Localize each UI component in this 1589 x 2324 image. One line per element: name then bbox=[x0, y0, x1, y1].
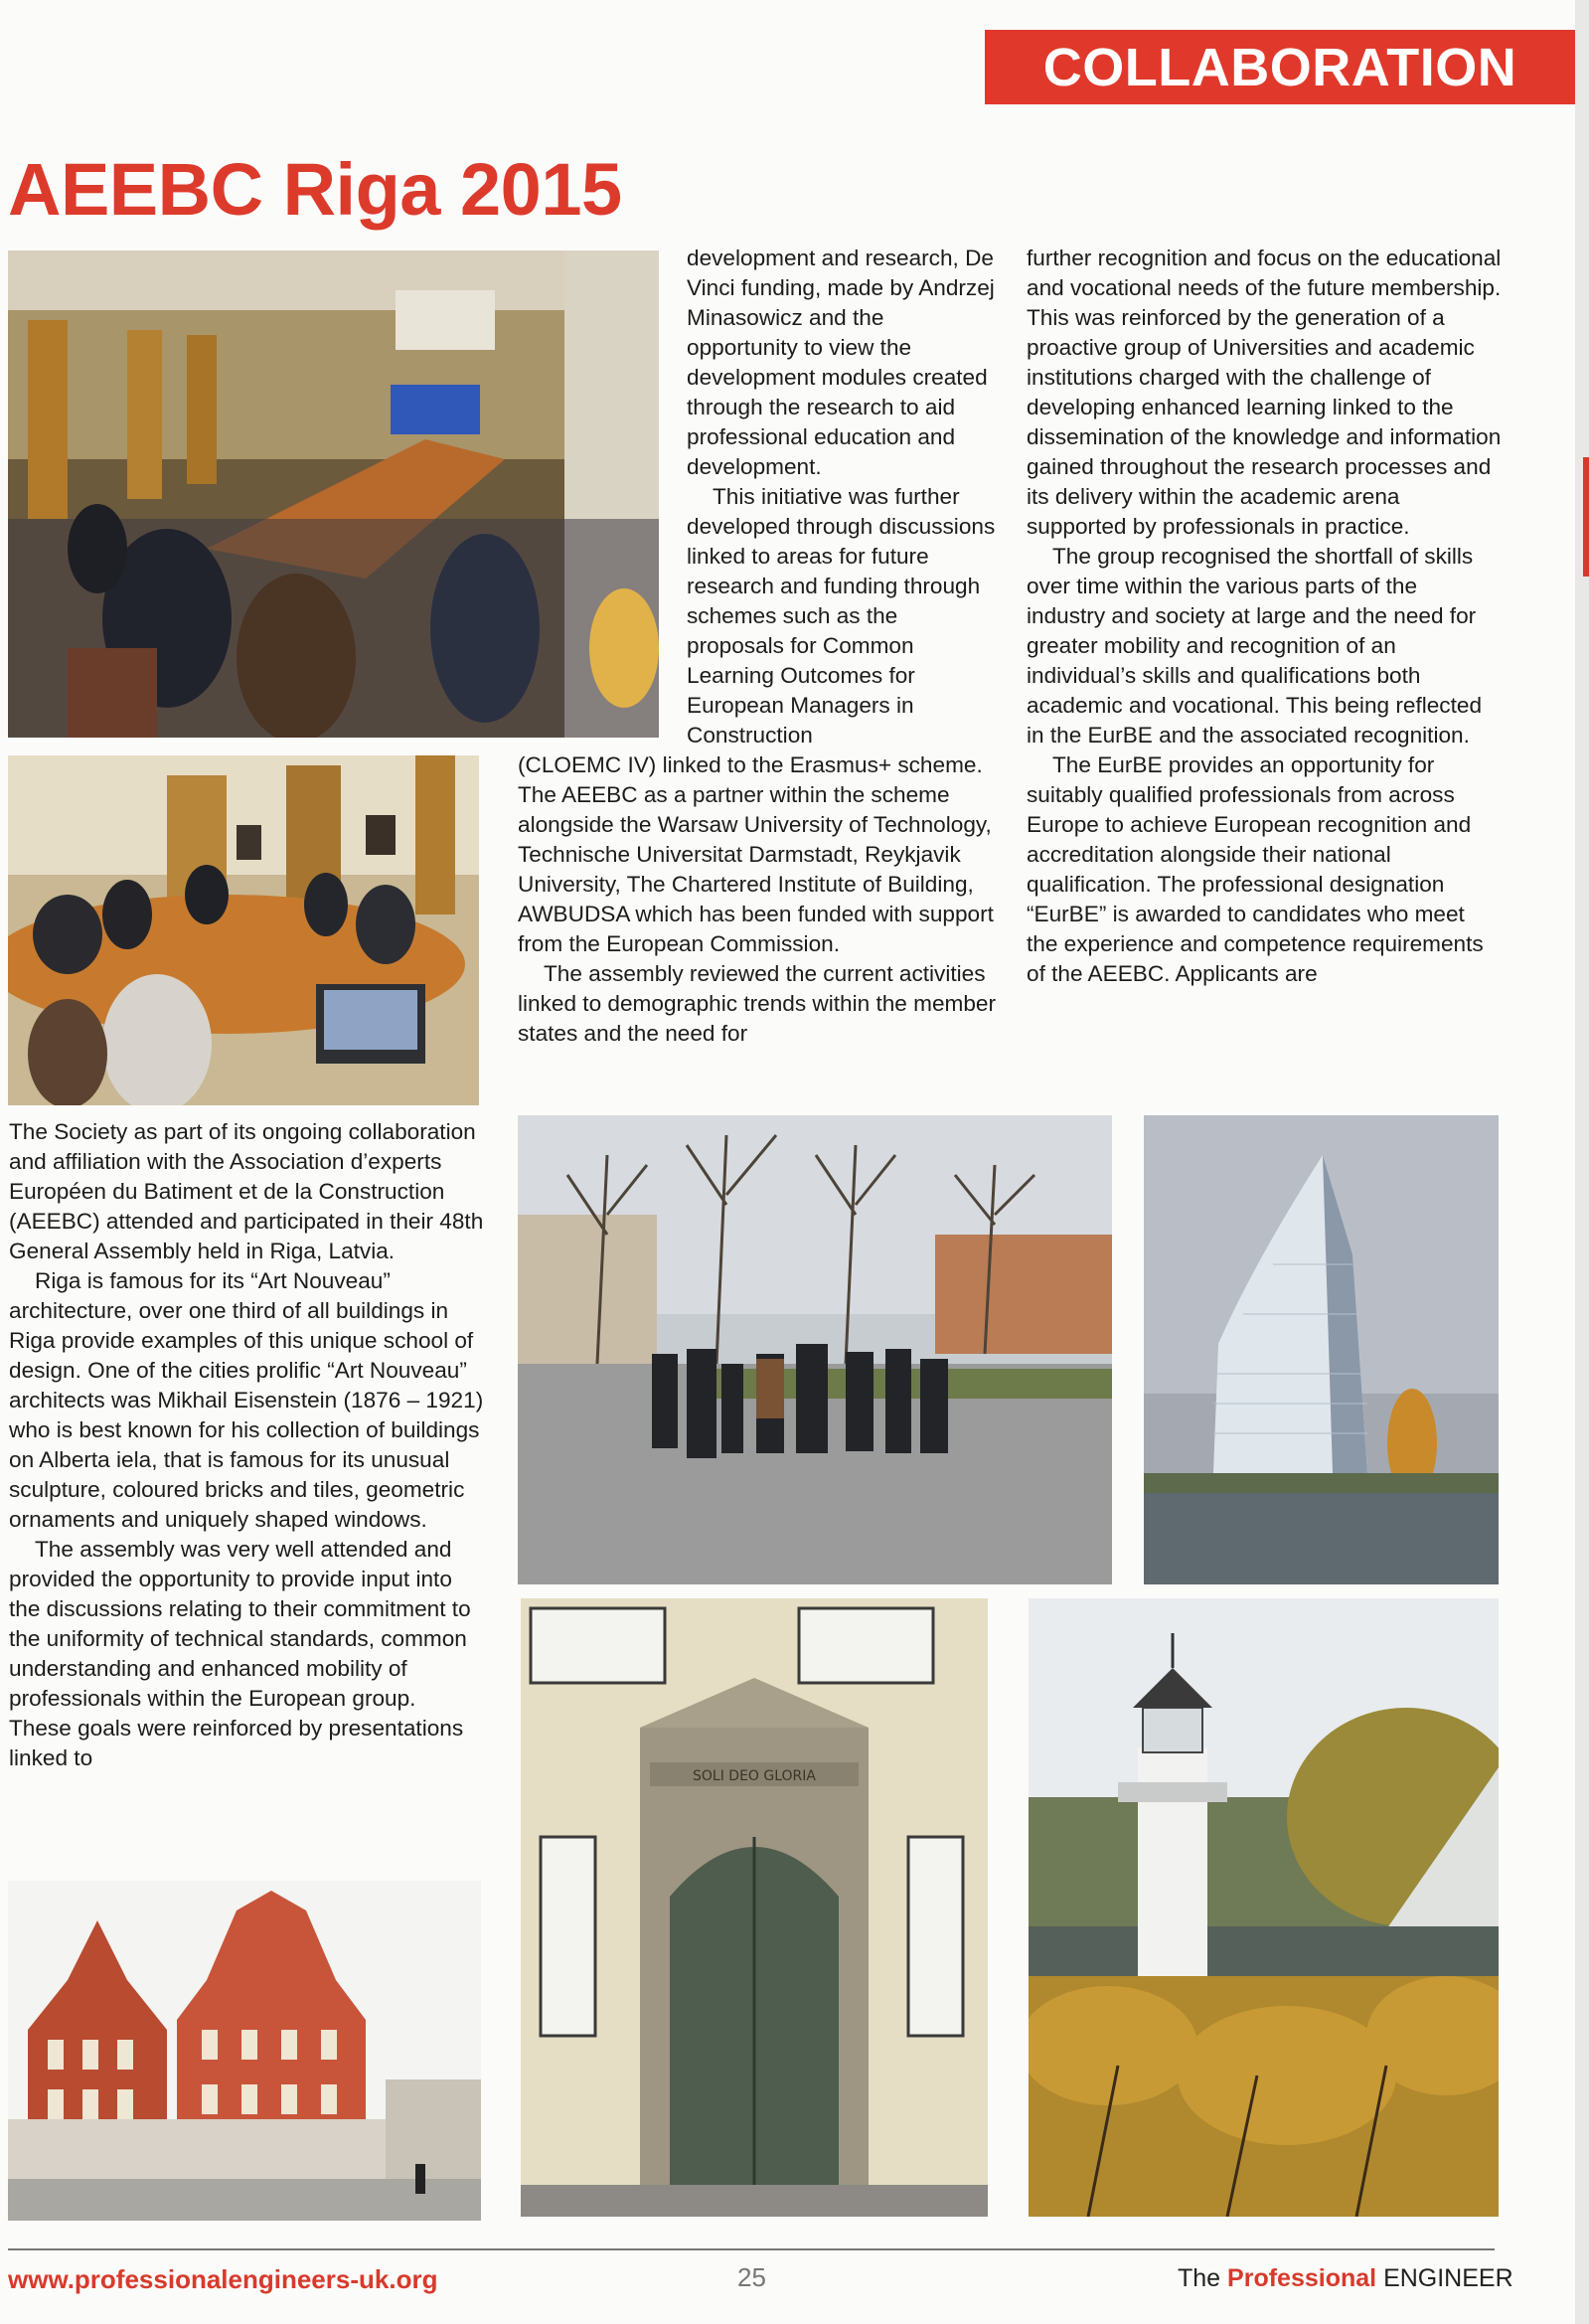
column-middle-narrow bbox=[687, 244, 997, 750]
paragraph: The EurBE provides an opportunity for suitably qualified professionals from across Europe to achieve European recognition and accreditation alongside their national qualification. The professional designation “EurBE” is awarded to candidates who meet the experience and competence requirements of the AEEBC. Applicants are bbox=[1027, 752, 1484, 986]
publication-name bbox=[1178, 2264, 1513, 2293]
footer-website-link[interactable]: www.professionalengineers-uk.org bbox=[8, 2264, 438, 2294]
paragraph: This initiative was further developed through discussions linked to areas for future research and funding through schemes such as the proposals for Common Learning Outcomes for European Managers in Construction bbox=[687, 484, 996, 747]
photo-conference-hall bbox=[8, 250, 659, 738]
publication-name-engineer: ENGINEER bbox=[1383, 2264, 1513, 2292]
page-edge-marker bbox=[1583, 457, 1589, 577]
column-middle-wide bbox=[518, 750, 997, 1049]
page-number: 25 bbox=[737, 2262, 766, 2292]
column-right bbox=[1027, 244, 1502, 989]
photo-house-of-blackheads bbox=[8, 1881, 481, 2221]
paragraph: development and research, De Vinci funding, made by Andrzej Minasowicz and the opportunity to view the development modules created through the research to aid professional education and development. bbox=[687, 246, 995, 479]
paragraph: The assembly was very well attended and provided the opportunity to provide input into the discussions relating to their commitment to the uniformity of technical standards, common understanding and enhanced mobility of professionals within the European group. These goals were reinforced by presentations linked to bbox=[9, 1537, 471, 1770]
paragraph: Riga is famous for its “Art Nouveau” architecture, over one third of all buildings in Riga provide examples of this unique school of design. One of the cities prolific “Art Nouveau” architects was Mikhail Eisenstein (1876 – 1921) who is best known for his collection of buildings on Alberta iela, that is famous for its unusual sculpture, coloured bricks and tiles, geometric ornaments and uniquely shaped windows. bbox=[9, 1268, 484, 1532]
doorway-inscription: SOLI DEO GLORIA bbox=[693, 1768, 816, 1784]
publication-name-the: The bbox=[1178, 2264, 1221, 2292]
page-edge bbox=[1575, 0, 1589, 2324]
photo-doorway bbox=[521, 1598, 988, 2217]
footer-divider bbox=[8, 2248, 1495, 2250]
photo-lighthouse bbox=[1029, 1598, 1499, 2217]
photo-meeting-table bbox=[8, 755, 479, 1105]
column-left bbox=[9, 1117, 484, 1773]
photo-group-outdoors bbox=[518, 1115, 1112, 1584]
paragraph: The Society as part of its ongoing collaboration and affiliation with the Association d’experts Européen du Batiment et de la Construction (AEEBC) attended and participated in their 48th General Assembly held in Riga, Latvia. bbox=[9, 1119, 484, 1263]
publication-name-professional: Professional bbox=[1227, 2264, 1377, 2292]
paragraph: (CLOEMC IV) linked to the Erasmus+ scheme. The AEEBC as a partner within the scheme alongside the Warsaw University of Technology, Technische Universitat Darmstadt, Reykjavik University, The Chartered Institute of Building, AWBUDSA which has been funded with support from the European Commission. bbox=[518, 752, 994, 956]
photo-glass-tower bbox=[1144, 1115, 1499, 1584]
paragraph: further recognition and focus on the educational and vocational needs of the future membership. This was reinforced by the generation of a proactive group of Universities and academic institutions charged with the challenge of developing enhanced learning linked to the dissemination of the knowledge and information gained throughout the research processes and its delivery within the academic arena supported by professionals in practice. bbox=[1027, 246, 1502, 539]
section-banner: COLLABORATION bbox=[985, 30, 1575, 104]
paragraph: The assembly reviewed the current activities linked to demographic trends within the member states and the need for bbox=[518, 961, 996, 1046]
paragraph: The group recognised the shortfall of skills over time within the various parts of the industry and society at large and the need for greater mobility and recognition of an individual’s skills and qualifications both academic and vocational. This being reflected in the EurBE and the associated recognition. bbox=[1027, 544, 1483, 747]
article-title: AEEBC Riga 2015 bbox=[8, 148, 622, 231]
